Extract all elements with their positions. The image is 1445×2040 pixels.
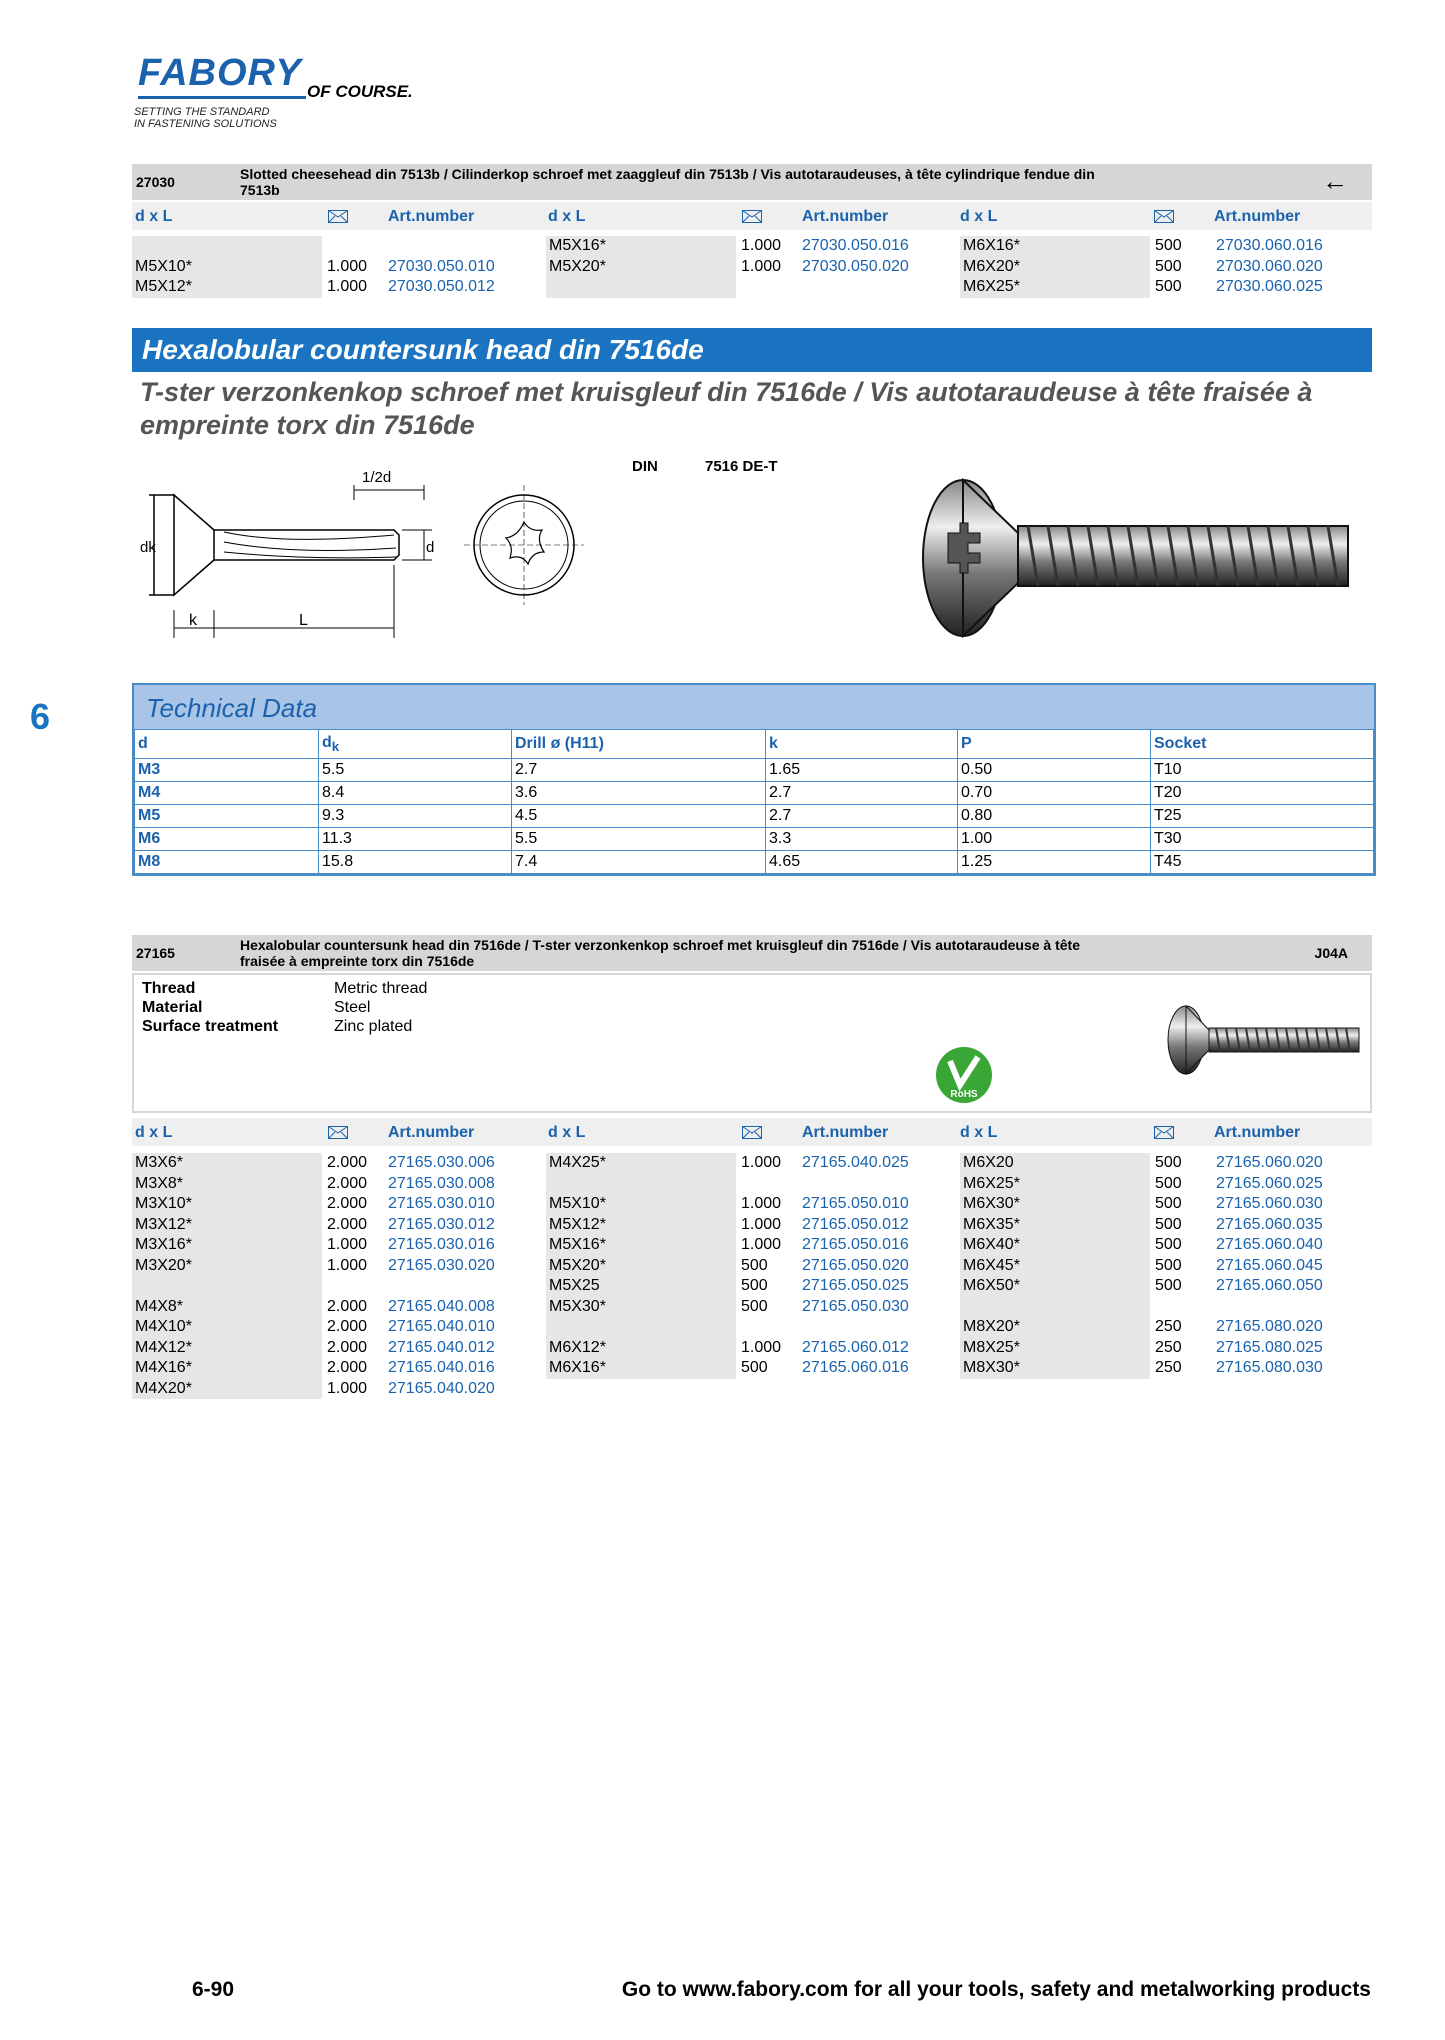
- item-pack-qty: 1.000: [741, 237, 782, 254]
- table-cell: 7.4: [512, 851, 766, 874]
- item-art-number[interactable]: 27030.060.016: [1216, 237, 1323, 254]
- item-art-number[interactable]: 27030.050.020: [802, 257, 909, 275]
- property-values: [334, 979, 427, 1036]
- table-cell: 1.00: [958, 828, 1151, 851]
- header-k: k: [766, 730, 958, 759]
- table-header-row: [135, 730, 1374, 759]
- item-size: M6X35*: [960, 1215, 1150, 1236]
- item-pack-qty: 500: [741, 1297, 768, 1315]
- item-size: M5X30*: [546, 1297, 736, 1318]
- list-item[interactable]: [546, 1297, 946, 1318]
- item-pack-qty: 500: [1155, 278, 1182, 295]
- drawing-label-dk: dk: [140, 539, 156, 556]
- list-item[interactable]: [132, 1194, 532, 1215]
- product-subtitle: T-ster verzonkenkop schroef met kruisgleuf din 7516de / Vis autotaraudeuse à tête fraisée à empreinte torx din 7516de: [140, 377, 1313, 440]
- item-art-number[interactable]: 27165.060.030: [1216, 1195, 1323, 1212]
- tagline-line-2: IN FASTENING SOLUTIONS: [134, 118, 277, 130]
- list-item[interactable]: [546, 1338, 946, 1359]
- item-art-number[interactable]: 27165.030.020: [388, 1256, 495, 1274]
- list-item[interactable]: [132, 1215, 532, 1236]
- item-pack-qty: 1.000: [327, 1236, 368, 1253]
- item-size: M6X25*: [960, 277, 1150, 298]
- drawing-label-k: k: [189, 612, 197, 629]
- item-pack-qty: 1.000: [327, 1379, 368, 1397]
- list-item[interactable]: [132, 1235, 532, 1256]
- table-row: [135, 759, 1374, 782]
- item-art-number[interactable]: 27165.060.040: [1216, 1236, 1323, 1253]
- col-header-dxl: d x L: [135, 208, 173, 225]
- item-art-number[interactable]: 27165.060.016: [802, 1359, 909, 1376]
- group-title-line-2: 7513b: [240, 182, 280, 198]
- item-art-number[interactable]: 27030.060.020: [1216, 257, 1323, 275]
- header-p: P: [958, 730, 1151, 759]
- list-item: [132, 1276, 532, 1297]
- list-item[interactable]: [132, 1358, 532, 1379]
- item-art-number[interactable]: 27165.040.020: [388, 1379, 495, 1397]
- item-art-number[interactable]: 27165.080.025: [1216, 1338, 1323, 1356]
- item-size: M6X16*: [960, 236, 1150, 257]
- technical-data-table: [134, 729, 1374, 874]
- cell-thread-size: M6: [135, 828, 319, 851]
- header-socket: Socket: [1151, 730, 1374, 759]
- item-size: M4X20*: [132, 1379, 322, 1400]
- list-item[interactable]: [960, 1256, 1360, 1277]
- table-cell: 2.7: [766, 805, 958, 828]
- item-pack-qty: 2.000: [327, 1359, 368, 1376]
- item-art-number[interactable]: 27030.050.010: [388, 257, 495, 275]
- logo-underline: [138, 96, 306, 99]
- item-pack-qty: 250: [1155, 1318, 1182, 1335]
- item-size: M5X20*: [546, 257, 736, 278]
- item-size: M4X16*: [132, 1358, 322, 1379]
- group-27165-column-headers: [132, 1118, 1372, 1146]
- item-size: M4X25*: [546, 1153, 736, 1174]
- item-pack-qty: 1.000: [327, 257, 368, 275]
- rohs-label: RoHS: [950, 1089, 978, 1100]
- property-label: Thread: [142, 980, 196, 997]
- list-item[interactable]: [132, 1153, 532, 1174]
- item-size: M6X20*: [960, 257, 1150, 278]
- group-27030-column-headers: [132, 202, 1372, 230]
- item-art-number[interactable]: 27165.030.008: [388, 1174, 495, 1192]
- table-row: [135, 851, 1374, 874]
- group-27030-column-1: [132, 236, 532, 298]
- item-art-number[interactable]: 27165.080.030: [1216, 1359, 1323, 1376]
- table-row: [135, 828, 1374, 851]
- list-item[interactable]: [960, 1215, 1360, 1236]
- property-value: Steel: [334, 999, 371, 1016]
- product-title: Hexalobular countersunk head din 7516de: [142, 334, 704, 365]
- item-size: M4X10*: [132, 1317, 322, 1338]
- item-size: M8X25*: [960, 1338, 1150, 1359]
- table-cell: 4.5: [512, 805, 766, 828]
- table-cell: T25: [1151, 805, 1374, 828]
- item-art-number[interactable]: 27165.030.012: [388, 1215, 495, 1233]
- item-pack-qty: 500: [1155, 1277, 1182, 1294]
- item-pack-qty: 500: [741, 1359, 768, 1376]
- technical-data-title: Technical Data: [134, 685, 1374, 729]
- list-item[interactable]: [960, 1174, 1360, 1195]
- brand-logo: FABORY: [138, 52, 302, 94]
- item-pack-qty: 500: [741, 1256, 768, 1274]
- item-pack-qty: 500: [1155, 1174, 1182, 1192]
- col-header-dxl: d x L: [960, 1124, 998, 1141]
- packaging-quantity-icon: [328, 210, 348, 223]
- item-pack-qty: 500: [1155, 1236, 1182, 1253]
- header-dk-sub: k: [331, 739, 340, 755]
- property-value: Zinc plated: [334, 1018, 413, 1035]
- table-cell: 1.25: [958, 851, 1151, 874]
- item-size: M3X16*: [132, 1235, 322, 1256]
- item-pack-qty: 2.000: [327, 1195, 368, 1212]
- item-size: M8X30*: [960, 1358, 1150, 1379]
- item-pack-qty: 1.000: [741, 1154, 782, 1171]
- list-item[interactable]: [960, 236, 1360, 257]
- table-cell: 4.65: [766, 851, 958, 874]
- item-size: M5X10*: [132, 257, 322, 278]
- col-header-art: Art.number: [388, 208, 475, 225]
- list-item[interactable]: [546, 1256, 946, 1277]
- product-photo: [918, 478, 1368, 638]
- item-pack-qty: 500: [1155, 1215, 1182, 1233]
- list-item: [546, 277, 946, 298]
- table-cell: 15.8: [319, 851, 512, 874]
- item-size: M5X16*: [546, 1235, 736, 1256]
- item-pack-qty: 500: [1155, 1154, 1182, 1171]
- list-item[interactable]: [546, 1153, 946, 1174]
- list-item: [546, 1317, 946, 1338]
- item-pack-qty: 500: [1155, 1195, 1182, 1212]
- col-header-dxl: d x L: [548, 208, 586, 225]
- item-size: M6X40*: [960, 1235, 1150, 1256]
- cell-thread-size: M4: [135, 782, 319, 805]
- group-27165-column-2: [546, 1153, 946, 1379]
- item-art-number[interactable]: 27030.050.016: [802, 237, 909, 254]
- item-art-number[interactable]: 27165.030.010: [388, 1195, 495, 1212]
- item-art-number[interactable]: 27165.050.030: [802, 1297, 909, 1315]
- item-art-number[interactable]: 27165.030.016: [388, 1236, 495, 1253]
- item-pack-qty: 500: [1155, 237, 1182, 254]
- item-size: M5X16*: [546, 236, 736, 257]
- col-header-art: Art.number: [802, 208, 889, 225]
- table-cell: T30: [1151, 828, 1374, 851]
- item-art-number[interactable]: 27030.050.012: [388, 278, 495, 295]
- item-size: [546, 1317, 736, 1338]
- item-size: M6X25*: [960, 1174, 1150, 1195]
- header-dk: [319, 730, 512, 759]
- group-27030-header[interactable]: [132, 164, 1372, 200]
- packaging-quantity-icon: [328, 1126, 348, 1139]
- header-drill: Drill ø (H11): [512, 730, 766, 759]
- list-item: [960, 1297, 1360, 1318]
- item-pack-qty: 1.000: [741, 257, 782, 275]
- col-header-dxl: d x L: [960, 208, 998, 225]
- technical-drawing: [134, 460, 614, 650]
- item-pack-qty: 2.000: [327, 1338, 368, 1356]
- item-size: M3X20*: [132, 1256, 322, 1277]
- table-cell: 2.7: [512, 759, 766, 782]
- header-d: d: [135, 730, 319, 759]
- item-pack-qty: 1.000: [327, 1256, 368, 1274]
- item-art-number[interactable]: 27165.060.045: [1216, 1256, 1323, 1274]
- item-art-number[interactable]: 27165.040.016: [388, 1359, 495, 1376]
- col-header-dxl: d x L: [135, 1124, 173, 1141]
- rohs-badge-icon: [934, 1045, 994, 1105]
- din-value: 7516 DE-T: [705, 458, 778, 475]
- item-art-number[interactable]: 27165.040.012: [388, 1338, 495, 1356]
- group-title-line-1: Hexalobular countersunk head din 7516de / T-ster verzonkenkop schroef met kruisgleuf din 7516de / Vis autotaraudeuse à tête: [240, 937, 1081, 953]
- col-header-art: Art.number: [1214, 1124, 1301, 1141]
- drawing-label-d: d: [426, 539, 435, 556]
- item-size: M5X12*: [546, 1215, 736, 1236]
- item-size: [546, 277, 736, 298]
- item-pack-qty: 250: [1155, 1359, 1182, 1376]
- table-cell: T20: [1151, 782, 1374, 805]
- item-pack-qty: 1.000: [741, 1195, 782, 1212]
- group-27030-column-2: [546, 236, 946, 298]
- list-item: [132, 236, 532, 257]
- list-item[interactable]: [132, 277, 532, 298]
- logo-suffix: OF COURSE.: [307, 82, 413, 101]
- item-size: M4X12*: [132, 1338, 322, 1359]
- tagline-line-1: SETTING THE STANDARD: [134, 106, 270, 118]
- list-item[interactable]: [132, 1174, 532, 1195]
- item-art-number[interactable]: 27165.030.006: [388, 1154, 495, 1171]
- item-size: M3X8*: [132, 1174, 322, 1195]
- item-art-number[interactable]: 27165.040.025: [802, 1154, 909, 1171]
- list-item[interactable]: [960, 1358, 1360, 1379]
- property-label: Material: [142, 999, 203, 1016]
- list-item[interactable]: [546, 1194, 946, 1215]
- list-item[interactable]: [546, 1276, 946, 1297]
- drawing-label-half-d: 1/2d: [362, 469, 392, 486]
- list-item[interactable]: [960, 1276, 1360, 1297]
- table-cell: 1.65: [766, 759, 958, 782]
- item-pack-qty: 1.000: [741, 1338, 782, 1356]
- group-title: [240, 937, 1080, 969]
- back-arrow-icon[interactable]: ←: [1322, 166, 1348, 196]
- item-size: M6X20: [960, 1153, 1150, 1174]
- item-pack-qty: 500: [1155, 257, 1182, 275]
- packaging-quantity-icon: [742, 210, 762, 223]
- item-size: M5X12*: [132, 277, 322, 298]
- item-pack-qty: 1.000: [741, 1215, 782, 1233]
- col-header-art: Art.number: [1214, 208, 1301, 225]
- list-item[interactable]: [132, 1338, 532, 1359]
- item-size: M6X12*: [546, 1338, 736, 1359]
- item-size: M5X25: [546, 1276, 736, 1297]
- item-pack-qty: 2.000: [327, 1318, 368, 1335]
- item-art-number[interactable]: 27165.060.050: [1216, 1277, 1323, 1294]
- item-size: M6X50*: [960, 1276, 1150, 1297]
- item-size: M6X30*: [960, 1194, 1150, 1215]
- item-art-number[interactable]: 27165.050.025: [802, 1277, 909, 1294]
- table-cell: 0.50: [958, 759, 1151, 782]
- list-item[interactable]: [132, 1379, 532, 1400]
- item-size: [546, 1174, 736, 1195]
- item-art-number[interactable]: 27165.060.035: [1216, 1215, 1323, 1233]
- property-value: Metric thread: [334, 980, 428, 997]
- cell-thread-size: M5: [135, 805, 319, 828]
- table-cell: 11.3: [319, 828, 512, 851]
- item-size: M3X6*: [132, 1153, 322, 1174]
- table-cell: T45: [1151, 851, 1374, 874]
- item-pack-qty: 2.000: [327, 1215, 368, 1233]
- list-item[interactable]: [132, 1317, 532, 1338]
- property-labels: [142, 979, 278, 1036]
- table-cell: T10: [1151, 759, 1374, 782]
- item-size: M6X45*: [960, 1256, 1150, 1277]
- din-label: DIN: [632, 458, 658, 475]
- table-row: [135, 805, 1374, 828]
- item-size: [960, 1297, 1150, 1318]
- item-pack-qty: 2.000: [327, 1297, 368, 1315]
- cell-thread-size: M3: [135, 759, 319, 782]
- list-item[interactable]: [960, 1194, 1360, 1215]
- table-cell: 0.80: [958, 805, 1151, 828]
- group-27030-column-3: [960, 236, 1360, 298]
- item-pack-qty: 2.000: [327, 1174, 368, 1192]
- item-art-number[interactable]: 27165.060.012: [802, 1338, 909, 1356]
- item-size: M3X10*: [132, 1194, 322, 1215]
- group-ref-code: J04A: [1314, 945, 1348, 961]
- item-pack-qty: 1.000: [741, 1236, 782, 1253]
- item-size: M4X8*: [132, 1297, 322, 1318]
- table-cell: 9.3: [319, 805, 512, 828]
- section-tab[interactable]: 6: [30, 696, 51, 737]
- group-title-line-1: Slotted cheesehead din 7513b / Cilinderkop schroef met zaaggleuf din 7513b / Vis autotaraudeuses, à tête cylindrique fendue din: [240, 166, 1095, 182]
- list-item[interactable]: [546, 236, 946, 257]
- item-art-number[interactable]: 27165.050.016: [802, 1236, 909, 1253]
- item-art-number[interactable]: 27165.050.012: [802, 1215, 909, 1233]
- item-art-number[interactable]: 27165.080.020: [1216, 1318, 1323, 1335]
- packaging-quantity-icon: [742, 1126, 762, 1139]
- col-header-dxl: d x L: [548, 1124, 586, 1141]
- item-size: M5X10*: [546, 1194, 736, 1215]
- item-pack-qty: 500: [741, 1277, 768, 1294]
- header-dk-base: d: [322, 733, 332, 751]
- group-title-line-2: fraisée à empreinte torx din 7516de: [240, 953, 475, 969]
- item-art-number[interactable]: 27165.040.010: [388, 1318, 495, 1335]
- list-item[interactable]: [546, 1358, 946, 1379]
- group-title: [240, 166, 1095, 198]
- col-header-art: Art.number: [388, 1124, 475, 1141]
- item-size: M8X20*: [960, 1317, 1150, 1338]
- footer-text: Go to www.fabory.com for all your tools, safety and metalworking products: [621, 1978, 1371, 2001]
- table-cell: 3.6: [512, 782, 766, 805]
- logo-tagline: [134, 106, 277, 130]
- product-photo-small: [1164, 1005, 1364, 1075]
- list-item[interactable]: [960, 1235, 1360, 1256]
- list-item[interactable]: [546, 257, 946, 278]
- item-art-number[interactable]: 27165.060.025: [1216, 1174, 1323, 1192]
- item-size: M6X16*: [546, 1358, 736, 1379]
- list-item[interactable]: [132, 257, 532, 278]
- item-size: [132, 236, 322, 257]
- table-cell: 5.5: [512, 828, 766, 851]
- list-item[interactable]: [132, 1297, 532, 1318]
- table-row: [135, 782, 1374, 805]
- group-27165-column-3: [960, 1153, 1360, 1379]
- item-size: M5X20*: [546, 1256, 736, 1277]
- item-pack-qty: 1.000: [327, 278, 368, 295]
- table-cell: 5.5: [319, 759, 512, 782]
- page-number: 6-90: [192, 1978, 235, 2001]
- list-item[interactable]: [960, 1317, 1360, 1338]
- cell-thread-size: M8: [135, 851, 319, 874]
- item-art-number[interactable]: 27165.050.020: [802, 1256, 909, 1274]
- item-pack-qty: 2.000: [327, 1154, 368, 1171]
- packaging-quantity-icon: [1154, 210, 1174, 223]
- list-item[interactable]: [960, 277, 1360, 298]
- product-title-bar: [132, 328, 1372, 372]
- item-size: M3X12*: [132, 1215, 322, 1236]
- table-cell: 8.4: [319, 782, 512, 805]
- packaging-quantity-icon: [1154, 1126, 1174, 1139]
- group-code: 27030: [136, 174, 175, 190]
- property-label: Surface treatment: [142, 1018, 279, 1035]
- item-pack-qty: 250: [1155, 1338, 1182, 1356]
- group-27165-properties: [132, 973, 1372, 1113]
- table-cell: 2.7: [766, 782, 958, 805]
- list-item[interactable]: [546, 1215, 946, 1236]
- group-code: 27165: [136, 945, 175, 961]
- item-art-number[interactable]: 27165.040.008: [388, 1297, 495, 1315]
- list-item[interactable]: [132, 1256, 532, 1277]
- group-27165-column-1: [132, 1153, 532, 1399]
- list-item[interactable]: [960, 1338, 1360, 1359]
- item-art-number[interactable]: 27165.060.020: [1216, 1154, 1323, 1171]
- item-art-number[interactable]: 27165.050.010: [802, 1195, 909, 1212]
- list-item[interactable]: [960, 1153, 1360, 1174]
- list-item: [546, 1174, 946, 1195]
- group-27165-header[interactable]: [132, 935, 1372, 971]
- col-header-art: Art.number: [802, 1124, 889, 1141]
- item-pack-qty: 500: [1155, 1256, 1182, 1274]
- list-item[interactable]: [546, 1235, 946, 1256]
- technical-data-panel: [132, 683, 1376, 876]
- list-item[interactable]: [960, 257, 1360, 278]
- drawing-label-L: L: [299, 612, 308, 629]
- table-cell: 0.70: [958, 782, 1151, 805]
- item-size: [132, 1276, 322, 1297]
- item-art-number[interactable]: 27030.060.025: [1216, 278, 1323, 295]
- table-cell: 3.3: [766, 828, 958, 851]
